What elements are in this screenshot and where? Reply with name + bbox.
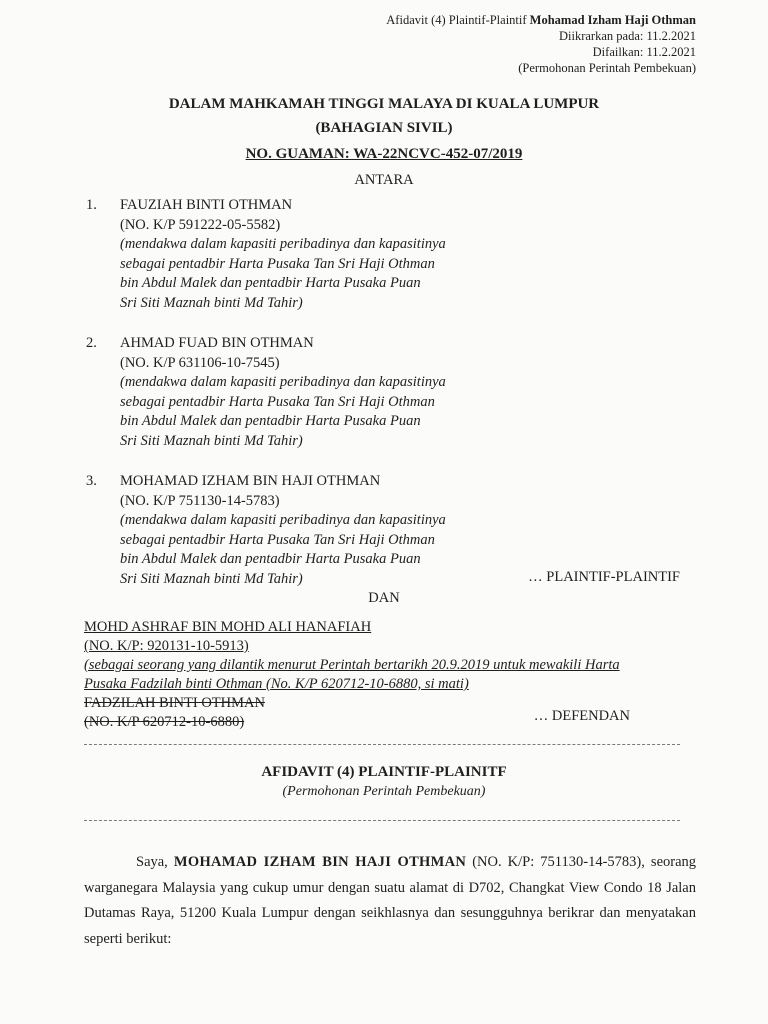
header-note-name: Mohamad Izham Haji Othman bbox=[529, 13, 696, 27]
plaintiff-id: (NO. K/P 631106-10-7545) bbox=[120, 354, 280, 371]
struck-defendant-id: (NO. K/P 620712-10-6880) bbox=[84, 714, 245, 730]
deponent-name: MOHAMAD IZHAM BIN HAJI OTHMAN bbox=[173, 854, 467, 870]
header-note-line3: Difailkan: 11.2.2021 bbox=[592, 45, 696, 59]
plaintiff-capacity-line: bin Abdul Malek dan pentadbir Harta Pusaka Puan bbox=[120, 413, 421, 429]
header-note-line4: (Permohonan Perintah Pembekuan) bbox=[518, 61, 696, 75]
plaintiff-capacity-line: Sri Siti Maznah binti Md Tahir) bbox=[120, 432, 303, 449]
court-division: (BAHAGIAN SIVIL) bbox=[315, 120, 453, 136]
plaintiff-capacity-line: sebagai pentadbir Harta Pusaka Tan Sri Haji Othman bbox=[120, 255, 435, 272]
defendant-capacity-line: (sebagai seorang yang dilantik menurut Perintah bertarikh 20.9.2019 untuk mewakili Harta bbox=[84, 657, 620, 673]
dan-label: DAN bbox=[368, 590, 400, 606]
court-title: DALAM MAHKAMAH TINGGI MALAYA DI KUALA LUMPUR bbox=[168, 96, 600, 112]
opening-paragraph bbox=[84, 850, 696, 952]
divider-top bbox=[84, 744, 680, 745]
case-number: NO. GUAMAN: WA-22NCVC-452-07/2019 bbox=[245, 146, 523, 162]
affidavit-title: AFIDAVIT (4) PLAINTIF-PLAINITF bbox=[261, 764, 507, 780]
plaintiff-capacity-line: bin Abdul Malek dan pentadbir Harta Pusaka Puan bbox=[120, 275, 421, 291]
plaintiff-id: (NO. K/P 591222-05-5582) bbox=[120, 216, 281, 233]
divider-bottom bbox=[84, 820, 680, 821]
defendant-name: MOHD ASHRAF BIN MOHD ALI HANAFIAH bbox=[84, 619, 372, 635]
struck-defendant-name: FADZILAH BINTI OTHMAN bbox=[84, 695, 265, 711]
plaintiff-number: 1. bbox=[86, 197, 97, 213]
affidavit-subtitle: (Permohonan Perintah Pembekuan) bbox=[282, 784, 486, 799]
plaintiff-capacity-line: sebagai pentadbir Harta Pusaka Tan Sri Haji Othman bbox=[120, 393, 435, 410]
header-note-line1 bbox=[386, 12, 696, 28]
header-note bbox=[386, 12, 696, 76]
paragraph-body: (NO. K/P: 751130-14-5783), seorang warganegara Malaysia yang cukup umur dengan suatu alamat di D702, Changkat View Condo 18 Jalan Dutamas Raya, 51200 Kuala Lumpur dengan seikhlasnya dan sesungguhnya berikrar dan menyatakan seperti berikut: bbox=[84, 854, 697, 947]
header-note-line2: Diikrarkan pada: 11.2.2021 bbox=[559, 29, 696, 43]
plaintiff-name: FAUZIAH BINTI OTHMAN bbox=[120, 197, 293, 213]
plaintiff-name: AHMAD FUAD BIN OTHMAN bbox=[120, 335, 314, 351]
defendant-capacity-line: Pusaka Fadzilah binti Othman (No. K/P 620712-10-6880, si mati) bbox=[84, 676, 469, 692]
plaintiff-capacity-line: (mendakwa dalam kapasiti peribadinya dan kapasitinya bbox=[120, 512, 446, 528]
antara-label: ANTARA bbox=[354, 172, 414, 188]
plaintiff-capacity-line: Sri Siti Maznah binti Md Tahir) bbox=[120, 570, 303, 587]
plaintiff-capacity-line: Sri Siti Maznah binti Md Tahir) bbox=[120, 294, 303, 311]
defendant-role-label: … DEFENDAN bbox=[533, 708, 630, 724]
plaintiff-capacity-line: bin Abdul Malek dan pentadbir Harta Pusaka Puan bbox=[120, 551, 421, 567]
plaintiff-role-label: … PLAINTIF-PLAINTIF bbox=[528, 569, 680, 585]
plaintiff-capacity-line: sebagai pentadbir Harta Pusaka Tan Sri Haji Othman bbox=[120, 531, 435, 548]
plaintiff-number: 3. bbox=[86, 473, 97, 489]
plaintiff-capacity-line: (mendakwa dalam kapasiti peribadinya dan kapasitinya bbox=[120, 236, 446, 252]
header-note-prefix: Afidavit (4) Plaintif-Plaintif bbox=[386, 13, 527, 27]
plaintiff-id: (NO. K/P 751130-14-5783) bbox=[120, 492, 280, 509]
defendant-id: (NO. K/P: 920131-10-5913) bbox=[84, 638, 249, 654]
paragraph-lead: Saya, bbox=[136, 854, 168, 870]
plaintiff-capacity-line: (mendakwa dalam kapasiti peribadinya dan kapasitinya bbox=[120, 374, 446, 390]
plaintiff-name: MOHAMAD IZHAM BIN HAJI OTHMAN bbox=[120, 473, 381, 489]
plaintiff-number: 2. bbox=[86, 335, 97, 351]
